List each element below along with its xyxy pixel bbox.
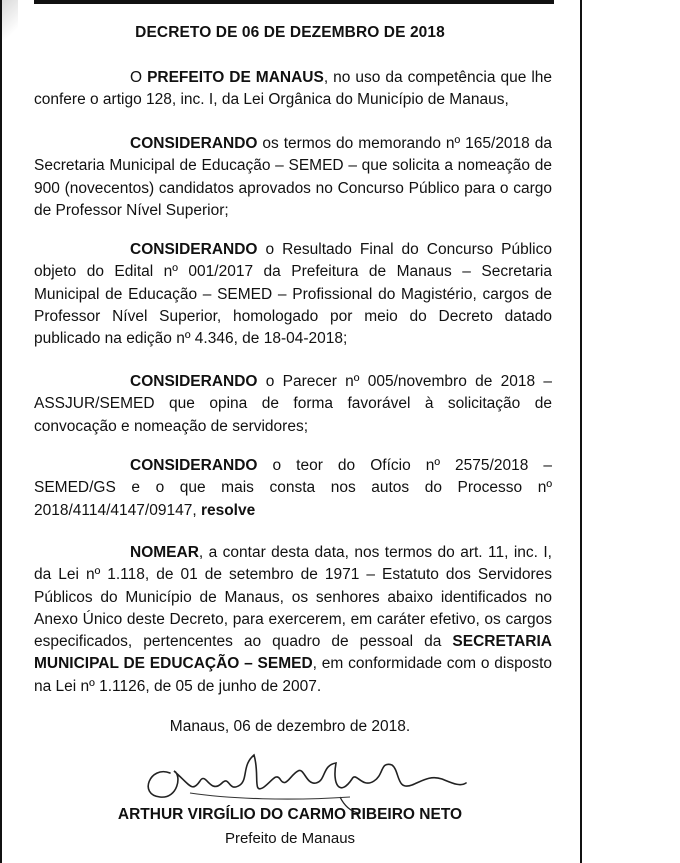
dateline: Manaus, 06 de dezembro de 2018. (169, 718, 411, 735)
considerando-keyword: CONSIDERANDO (130, 373, 258, 390)
considerando-keyword: CONSIDERANDO (130, 135, 258, 152)
signer-role: Prefeito de Manaus (224, 830, 356, 847)
right-border (580, 0, 582, 863)
considerando-paragraph (34, 371, 552, 438)
nomear-keyword: NOMEAR (130, 544, 199, 561)
considerando-keyword: CONSIDERANDO (130, 241, 258, 258)
nomear-text: , a contar desta data, nos termos do art. 11, inc. I, da Lei nº 1.118, de 01 de setembro de 1971 – Estatuto dos Servidores Públicos do Município de Manaus, os senhores abaixo identificados no Anexo Único deste Decreto, para exercerem, em caráter efetivo, os cargos especificados, pertencentes ao quadro de pessoal da (34, 544, 552, 651)
preamble-paragraph (34, 67, 552, 112)
considerando-paragraph (34, 239, 552, 350)
preamble-text: , no uso da competência que lhe confere o artigo 128, inc. I, da Lei Orgânica do Município de Manaus, (34, 69, 553, 109)
considerando-paragraph (34, 455, 552, 522)
nomear-entity: SECRETARIA MUNICIPAL DE EDUCAÇÃO – SEMED (34, 633, 552, 673)
considerando-text: o Resultado Final do Concurso Público objeto do Edital nº 001/2017 da Prefeitura de Manaus – Secretaria Municipal de Educação – SEMED – Profissional do Magistério, cargos de Professor Nível Superior, homologado por meio do Decreto datado publicado na edição nº 4.346, de 18-04-2018; (34, 241, 552, 348)
preamble-subject: PREFEITO DE MANAUS (147, 69, 324, 86)
considerando-text: o Parecer nº 005/novembro de 2018 – ASSJUR/SEMED que opina de forma favorável à solicitação de convocação e nomeação de servidores; (34, 373, 552, 435)
considerando-text: o teor do Ofício nº 2575/2018 – SEMED/GS e o que mais consta nos autos do Processo nº 2018/4114/4147/09147, (34, 457, 552, 519)
resolve-keyword: resolve (200, 501, 256, 519)
nomear-text-end: , em conformidade com o disposto na Lei nº 1.1126, de 05 de junho de 2007. (34, 655, 553, 695)
nomear-paragraph (34, 542, 552, 698)
signer-name: ARTHUR VIRGÍLIO DO CARMO RIBEIRO NETO (117, 806, 463, 823)
preamble-lead: O (130, 69, 143, 86)
considerando-text: os termos do memorando nº 165/2018 da Secretaria Municipal de Educação – SEMED – que solicita a nomeação de 900 (novecentos) candidatos aprovados no Concurso Público para o cargo de Professor Nível Superior; (34, 135, 552, 219)
decree-title: DECRETO DE 06 DE DEZEMBRO DE 2018 (135, 24, 445, 41)
considerando-paragraph (34, 133, 552, 222)
top-rule (34, 0, 554, 4)
handwritten-signature (130, 735, 470, 815)
considerando-keyword: CONSIDERANDO (130, 457, 258, 474)
